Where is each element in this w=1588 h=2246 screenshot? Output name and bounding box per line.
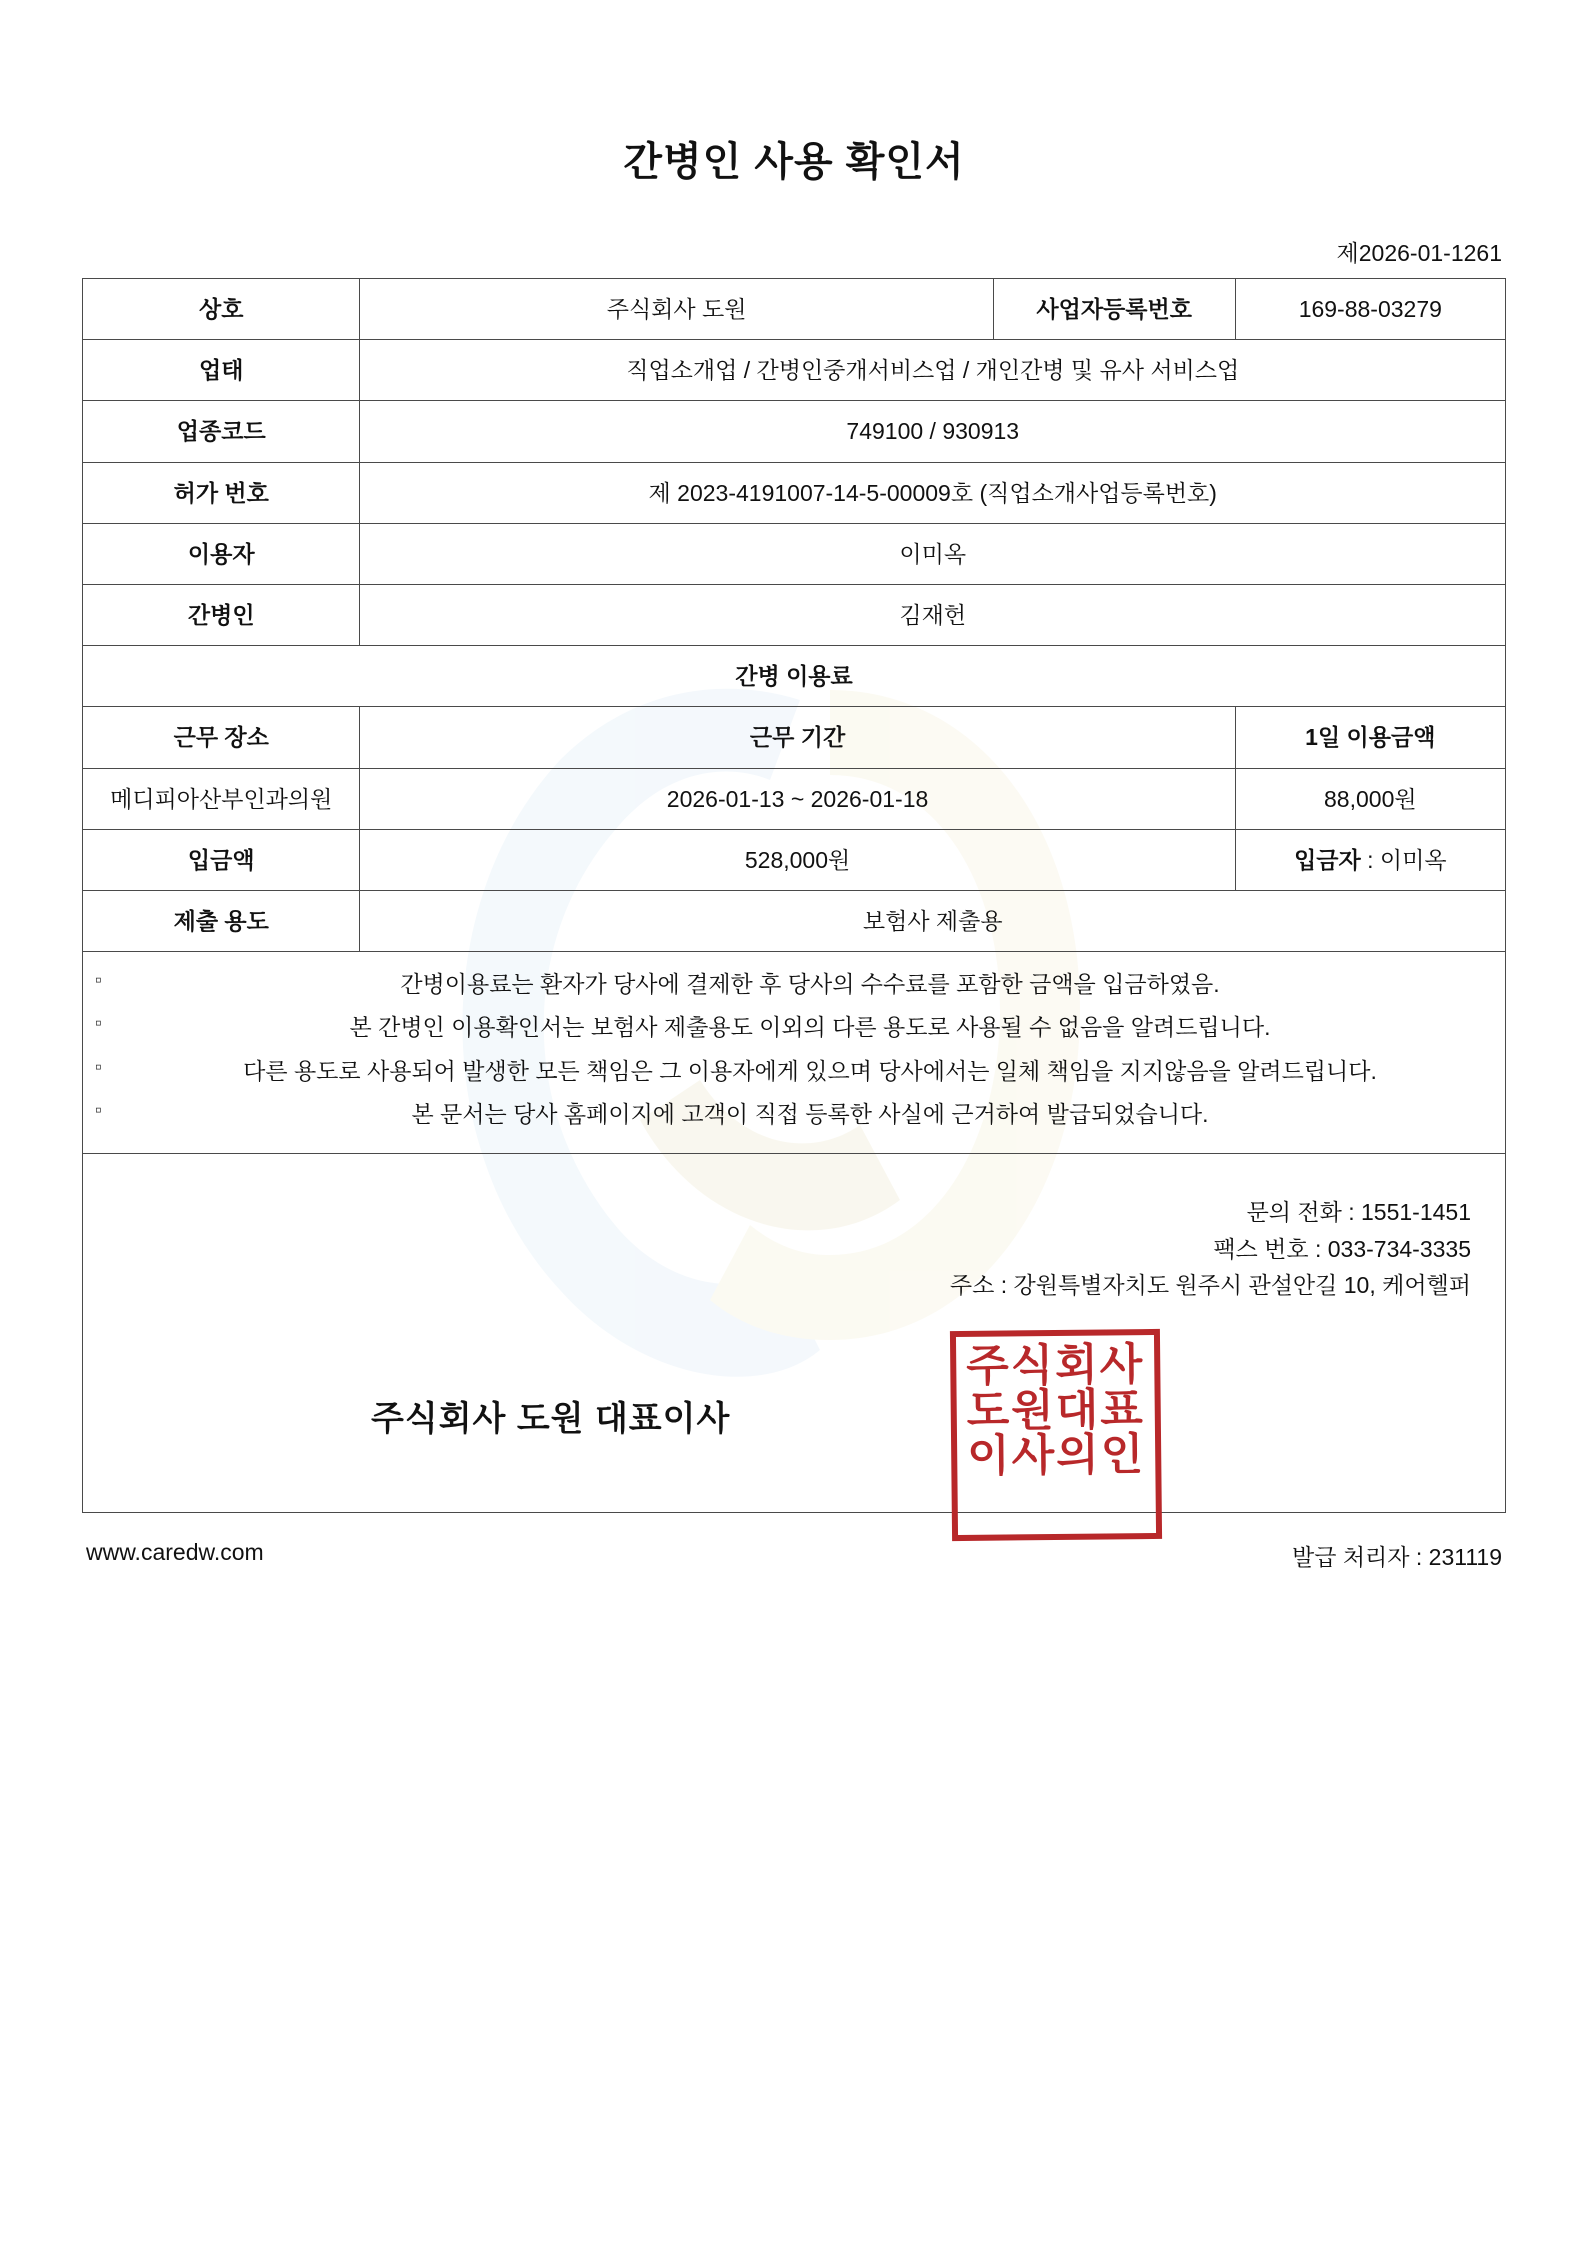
caregiver-value: 김재헌 <box>360 584 1506 645</box>
biz-number-label: 사업자등록번호 <box>993 279 1235 340</box>
table-row-license <box>83 462 1506 523</box>
contact-signature-cell <box>83 1154 1506 1513</box>
certificate-table <box>82 278 1506 1513</box>
contact-address: 주소 : 강원특별자치도 원주시 관설안길 10, 케어헬퍼 <box>949 1272 1471 1299</box>
table-row-purpose <box>83 890 1506 951</box>
company-seal-stamp <box>950 1329 1162 1541</box>
stamp-line-2: 도원대표 <box>966 1384 1146 1438</box>
user-label: 이용자 <box>83 523 360 584</box>
issuer-info: 발급 처리자 : 231119 <box>1292 1544 1502 1571</box>
user-value: 이미옥 <box>360 523 1506 584</box>
stamp-line-3: 이사의인 <box>966 1429 1146 1482</box>
license-value: 제 2023-4191007-14-5-00009호 (직업소개사업등록번호) <box>360 462 1506 523</box>
table-row-company <box>83 279 1506 340</box>
business-code-value: 749100 / 930913 <box>360 401 1506 462</box>
contact-fax: 팩스 번호 : 033-734-3335 <box>1213 1235 1471 1262</box>
list-item: ▫ 본 문서는 당사 홈페이지에 고객이 직접 등록한 사실에 근거하여 발급되었습니다. <box>91 1096 1497 1133</box>
document-number: 제2026-01-1261 <box>1336 240 1502 266</box>
document-content <box>82 0 1506 1572</box>
notes-cell <box>83 952 1506 1154</box>
website-url: www.caredw.com <box>86 1539 264 1566</box>
depositor-cell <box>1235 829 1505 890</box>
caregiver-label: 간병인 <box>83 584 360 645</box>
table-row-notes <box>83 952 1506 1154</box>
depositor-value: 이미옥 <box>1379 846 1447 873</box>
daily-rate-label: 1일 이용금액 <box>1235 707 1505 768</box>
page-footer <box>82 1513 1506 1572</box>
table-row-fee-section-title <box>83 646 1506 707</box>
work-period-value: 2026-01-13 ~ 2026-01-18 <box>360 768 1235 829</box>
work-place-label: 근무 장소 <box>83 707 360 768</box>
contact-info <box>91 1172 1497 1304</box>
depositor-separator: : <box>1360 846 1380 873</box>
purpose-value: 보험사 제출용 <box>360 890 1506 951</box>
depositor-label: 입금자 <box>1294 846 1361 873</box>
table-row-business-code <box>83 401 1506 462</box>
business-code-label: 업종코드 <box>83 401 360 462</box>
stamp-line-1: 주식회사 <box>965 1339 1145 1393</box>
list-item: ▫ 다른 용도로 사용되어 발생한 모든 책임은 그 이용자에게 있으며 당사에서는 일체 책임을 지지않음을 알려드립니다. <box>91 1053 1497 1090</box>
contact-phone: 문의 전화 : 1551-1451 <box>1246 1198 1471 1225</box>
table-row-caregiver <box>83 584 1506 645</box>
fee-section-title: 간병 이용료 <box>83 646 1506 707</box>
biz-number-value: 169-88-03279 <box>1235 279 1505 340</box>
deposit-value: 528,000원 <box>360 829 1235 890</box>
daily-rate-value: 88,000원 <box>1235 768 1505 829</box>
company-value: 주식회사 도원 <box>360 279 993 340</box>
table-row-user <box>83 523 1506 584</box>
signature-row <box>91 1304 1497 1494</box>
table-row-business-type <box>83 340 1506 401</box>
table-row-deposit <box>83 829 1506 890</box>
work-place-value: 메디피아산부인과의원 <box>83 768 360 829</box>
table-row-fee-values <box>83 768 1506 829</box>
business-type-value: 직업소개업 / 간병인중개서비스업 / 개인간병 및 유사 서비스업 <box>360 340 1506 401</box>
purpose-label: 제출 용도 <box>83 890 360 951</box>
list-item: ▫ 본 간병인 이용확인서는 보험사 제출용도 이외의 다른 용도로 사용될 수 없음을 알려드립니다. <box>91 1009 1497 1046</box>
list-item: ▫ 간병이용료는 환자가 당사에 결제한 후 당사의 수수료를 포함한 금액을 입금하였음. <box>91 966 1497 1003</box>
license-label: 허가 번호 <box>83 462 360 523</box>
company-label: 상호 <box>83 279 360 340</box>
work-period-label: 근무 기간 <box>360 707 1235 768</box>
page-title: 간병인 사용 확인서 <box>623 140 965 184</box>
deposit-label: 입금액 <box>83 829 360 890</box>
company-signature: 주식회사 도원 대표이사 <box>371 1400 731 1439</box>
table-row-fee-headers <box>83 707 1506 768</box>
business-type-label: 업태 <box>83 340 360 401</box>
notes-list <box>91 966 1497 1133</box>
table-row-footer-block <box>83 1154 1506 1513</box>
